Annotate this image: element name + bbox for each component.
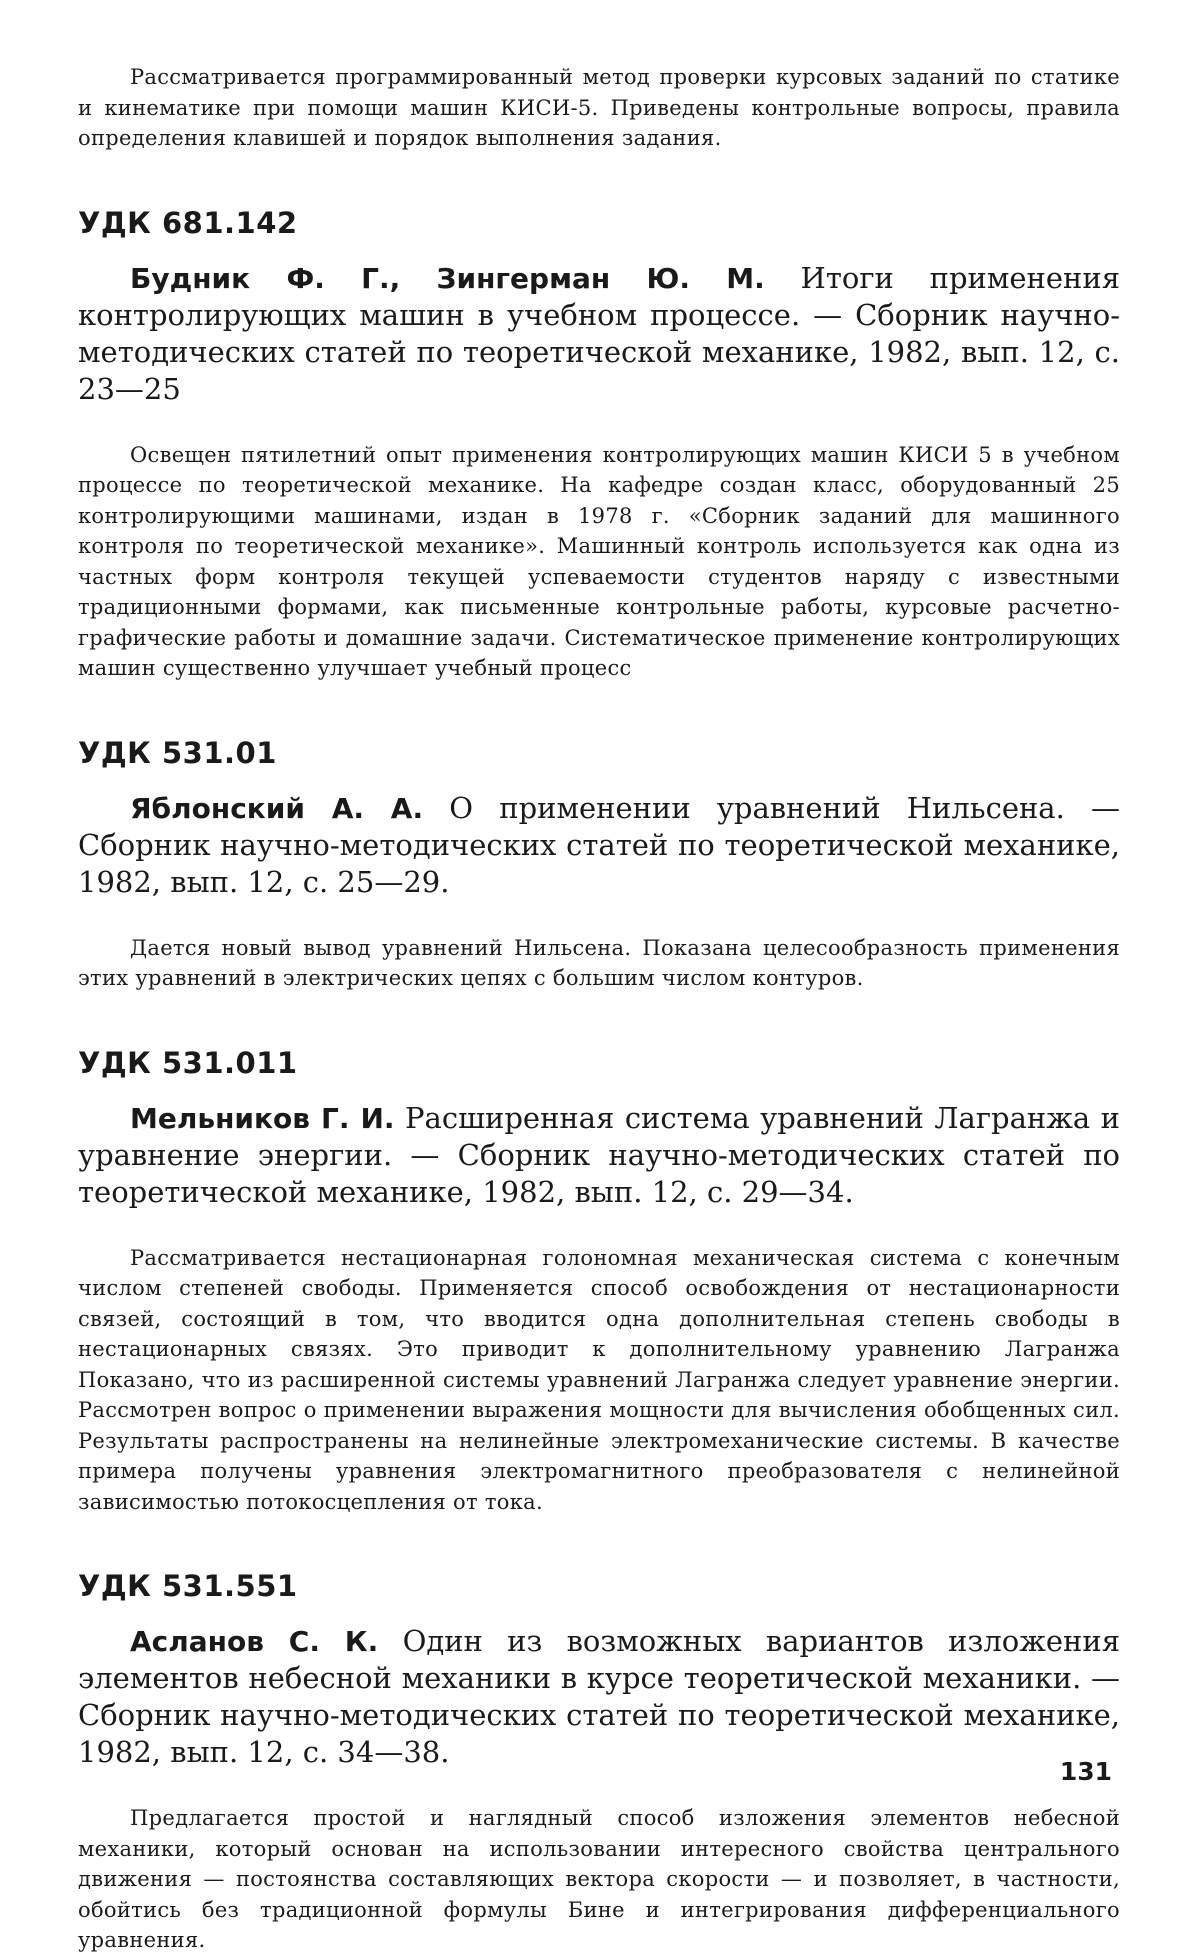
intro-abstract: Рассматривается программированный метод проверки курсовых заданий по статике и кинематике при помощи машин КИСИ-5. Приведены контрольные вопросы, правила определения клавишей и порядок выполнения задания.	[78, 65, 1120, 150]
abstract-text: Предлагается простой и наглядный способ изложения элементов небесной механики, который основан на использовании интересного свойства центрального движения — постоянства составляющих вектора скорости — и позволяет, в частности, обойтись без традиционной формулы Бине и интегрирования дифференциального уравнения.	[78, 1806, 1120, 1952]
citation-authors: Будник Ф. Г., Зингерман Ю. М.	[130, 261, 765, 295]
citation-title: О применении уравнений Нильсена. — Сборник научно-методических статей по теоретической механике, 1982, вып. 12, с. 25—29.	[78, 790, 1120, 899]
citation-authors: Яблонский А. А.	[130, 791, 424, 825]
udk-code: УДК 681.142	[78, 205, 298, 240]
entry-udk-531-011	[78, 1046, 1120, 1518]
entry-udk-531-551	[78, 1569, 1120, 1956]
udk-code: УДК 531.011	[78, 1045, 298, 1080]
citation	[78, 1100, 1120, 1211]
citation	[78, 790, 1120, 901]
citation	[78, 1623, 1120, 1771]
citation-title: Один из возможных вариантов изложения элементов небесной механики в курсе теоретической механики. — Сборник научно-методических статей по теоретической механике, 1982, вып. 12, с. 34—38.	[78, 1624, 1120, 1769]
page-content	[78, 62, 1120, 1956]
citation-authors: Мельников Г. И.	[130, 1101, 395, 1135]
page-number: 131	[1059, 1757, 1112, 1786]
abstract-text: Освещен пятилетний опыт применения контролирующих машин КИСИ 5 в учебном процессе по теоретической механике. На кафедре создан класс, оборудованный 25 контролирующими машинами, издан в 1978 г. «Сборник заданий для машинного контроля по теоретической механике». Машинный контроль используется как одна из частных форм контроля текущей успеваемости студентов наряду с известными традиционными формами, как письменные контрольные работы, курсовые расчетно-графические работы и домашние задачи. Систематическое применение контролирующих машин существенно улучшает учебный процесс	[78, 442, 1120, 680]
citation	[78, 260, 1120, 408]
udk-code: УДК 531.01	[78, 735, 277, 770]
citation-authors: Асланов С. К.	[130, 1625, 379, 1658]
udk-code: УДК 531.551	[78, 1569, 298, 1603]
entry-udk-531-01	[78, 736, 1120, 994]
citation-title: Итоги применения контролирующих машин в учебном процессе. — Сборник научно-методических статей по теоретической механике, 1982, вып. 12, с. 23—25	[78, 260, 1120, 406]
entry-udk-681-142	[78, 206, 1120, 684]
abstract-text: Дается новый вывод уравнений Нильсена. Показана целесообразность применения этих уравнений в электрических цепях с большим числом контуров.	[78, 935, 1120, 990]
abstract-text: Рассматривается нестационарная голономная механическая система с конечным числом степеней свободы. Применяется способ освобождения от нестационарности связей, состоящий в том, что вводится одна дополнительная степень свободы в нестационарных связях. Это приводит к дополнительному уравнению Лагранжа Показано, что из расширенной системы уравнений Лагранжа следует уравнение энергии. Рассмотрен вопрос о применении выражения мощности для вычисления обобщенных сил. Результаты распространены на нелинейные электромеханические системы. В качестве примера получены уравнения электромагнитного преобразователя с нелинейной зависимостью потокосцепления от тока.	[78, 1245, 1120, 1514]
citation-title: Расширенная система уравнений Лагранжа и уравнение энергии. — Сборник научно-методических статей по теоретической механике, 1982, вып. 12, с. 29—34.	[78, 1100, 1120, 1209]
